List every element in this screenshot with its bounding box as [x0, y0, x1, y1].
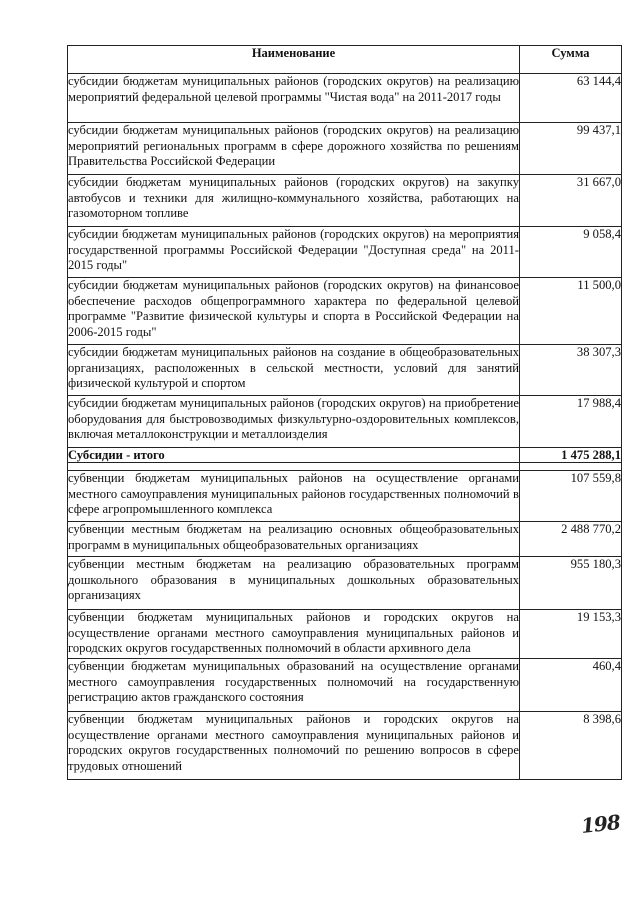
- table-row: [68, 278, 622, 345]
- table-row: [68, 557, 622, 610]
- row-name: субсидии бюджетам муниципальных районов (городских округов) на финансовое обеспечение расходов общепрограммного характера по федеральной целевой программе "Развитие физической культуры и спорта в Российской Федерации на 2006-2015 годы": [68, 278, 520, 345]
- total-sum: 1 475 288,1: [520, 448, 622, 463]
- header-sum: Сумма: [520, 46, 622, 74]
- row-sum: 31 667,0: [520, 175, 622, 227]
- row-name: субвенции местным бюджетам на реализацию основных общеобразовательных программ в муниципальных общеобразовательных организациях: [68, 522, 520, 557]
- row-name: субвенции бюджетам муниципальных районов на осуществление органами местного самоуправления муниципальных районов государственных полномочий в сфере агропромышленного комплекса: [68, 471, 520, 522]
- table-row: [68, 659, 622, 712]
- spacer-cell: [520, 463, 622, 471]
- row-sum: 460,4: [520, 659, 622, 712]
- row-name: субсидии бюджетам муниципальных районов (городских округов) на закупку автобусов и техники для жилищно-коммунального хозяйства, работающих на газомоторном топливе: [68, 175, 520, 227]
- row-name: субсидии бюджетам муниципальных районов на создание в общеобразовательных организациях, расположенных в сельской местности, условий для занятий физической культурой и спортом: [68, 345, 520, 396]
- row-sum: 11 500,0: [520, 278, 622, 345]
- table-row: [68, 345, 622, 396]
- row-sum: 63 144,4: [520, 74, 622, 123]
- header-row: [68, 46, 622, 74]
- total-name: Субсидии - итого: [68, 448, 520, 463]
- row-sum: 9 058,4: [520, 227, 622, 278]
- row-sum: 17 988,4: [520, 396, 622, 448]
- table-row: [68, 123, 622, 175]
- table-row: [68, 396, 622, 448]
- table-row: [68, 522, 622, 557]
- table-row: [68, 74, 622, 123]
- total-row: [68, 448, 622, 463]
- row-sum: 955 180,3: [520, 557, 622, 610]
- table-row: [68, 610, 622, 659]
- row-name: субвенции бюджетам муниципальных образований на осуществление органами местного самоуправления государственных полномочий на государственную регистрацию актов гражданского состояния: [68, 659, 520, 712]
- row-sum: 19 153,3: [520, 610, 622, 659]
- row-name: субсидии бюджетам муниципальных районов (городских округов) на реализацию мероприятий региональных программ в сфере дорожного хозяйства по решениям Правительства Российской Федерации: [68, 123, 520, 175]
- table-row: [68, 712, 622, 780]
- budget-table: [67, 45, 622, 780]
- page-number: 198: [579, 810, 621, 838]
- row-name: субвенции бюджетам муниципальных районов и городских округов на осуществление органами местного самоуправления муниципальных районов и городских округов государственных полномочий по решению вопросов в сфере трудовых отношений: [68, 712, 520, 780]
- row-name: субсидии бюджетам муниципальных районов (городских округов) на реализацию мероприятий федеральной целевой программы "Чистая вода" на 2011-2017 годы: [68, 74, 520, 123]
- spacer-row: [68, 463, 622, 471]
- row-name: субвенции местным бюджетам на реализацию образовательных программ дошкольного образования в муниципальных дошкольных образовательных организациях: [68, 557, 520, 610]
- row-sum: 107 559,8: [520, 471, 622, 522]
- row-name: субвенции бюджетам муниципальных районов и городских округов на осуществление органами местного самоуправления муниципальных районов и городских округов государственных полномочий в области архивного дела: [68, 610, 520, 659]
- row-name: субсидии бюджетам муниципальных районов (городских округов) на мероприятия государственной программы Российской Федерации "Доступная среда" на 2011-2015 годы": [68, 227, 520, 278]
- row-sum: 8 398,6: [520, 712, 622, 780]
- row-name: субсидии бюджетам муниципальных районов (городских округов) на приобретение оборудования для быстровозводимых физкультурно-оздоровительных комплексов, включая металлоконструкции и металлоизделия: [68, 396, 520, 448]
- table-row: [68, 471, 622, 522]
- row-sum: 38 307,3: [520, 345, 622, 396]
- header-name: Наименование: [68, 46, 520, 74]
- table-row: [68, 227, 622, 278]
- row-sum: 2 488 770,2: [520, 522, 622, 557]
- table-row: [68, 175, 622, 227]
- spacer-cell: [68, 463, 520, 471]
- row-sum: 99 437,1: [520, 123, 622, 175]
